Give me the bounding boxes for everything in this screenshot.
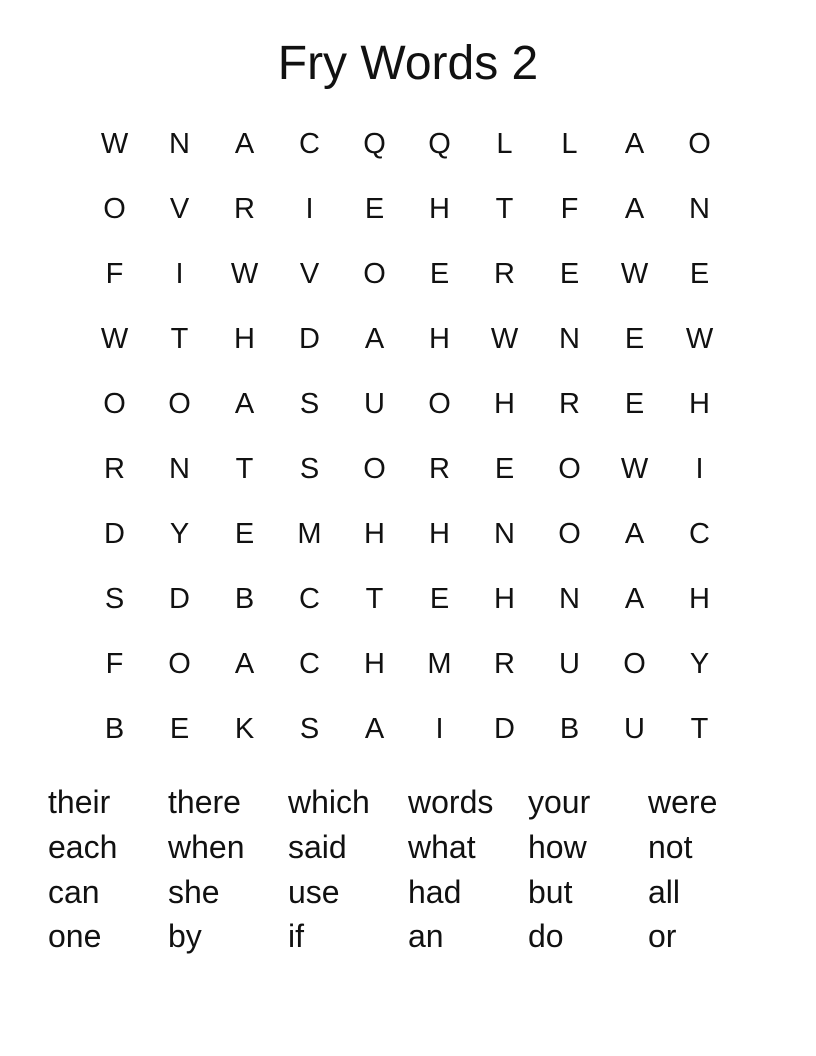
grid-row [82, 567, 732, 632]
grid-letter: H [689, 388, 710, 420]
word-list-item: when [168, 829, 245, 866]
grid-letter: R [234, 193, 255, 225]
grid-letter: C [299, 583, 320, 615]
grid-letter: Y [169, 518, 190, 550]
word-list-row [48, 869, 768, 914]
word-list-row [48, 780, 768, 825]
grid-letter: C [299, 128, 320, 160]
grid-letter: C [689, 518, 710, 550]
grid-letter: V [169, 193, 190, 225]
word-list [48, 780, 768, 959]
word-list-item: if [288, 918, 304, 955]
grid-letter: O [363, 258, 386, 290]
word-list-item: your [528, 784, 591, 821]
word-list-item: do [528, 918, 564, 955]
grid-letter: U [559, 648, 580, 680]
grid-letter: A [624, 193, 645, 225]
grid-row [82, 242, 732, 307]
letter-grid [82, 112, 732, 762]
grid-letter: C [299, 648, 320, 680]
grid-letter: K [234, 713, 255, 745]
word-list-item: can [48, 873, 100, 910]
grid-letter: H [364, 518, 385, 550]
grid-row [82, 632, 732, 697]
grid-letter: R [429, 453, 450, 485]
grid-letter: S [104, 583, 125, 615]
word-list-item: or [648, 918, 677, 955]
page-title: Fry Words 2 [277, 37, 539, 90]
word-list-item: words [408, 784, 494, 821]
grid-letter: D [104, 518, 125, 550]
grid-letter: A [234, 388, 255, 420]
grid-letter: I [435, 713, 444, 745]
grid-letter: O [168, 648, 191, 680]
grid-letter: T [365, 583, 384, 615]
grid-letter: E [494, 453, 515, 485]
grid-letter: E [234, 518, 255, 550]
grid-letter: F [560, 193, 579, 225]
word-list-item: but [528, 873, 573, 910]
grid-letter: U [624, 713, 645, 745]
grid-letter: W [230, 258, 259, 290]
word-list-item: use [288, 873, 340, 910]
grid-letter: O [428, 388, 451, 420]
grid-letter: E [364, 193, 385, 225]
grid-row [82, 307, 732, 372]
grid-letter: W [685, 323, 714, 355]
word-list-item: by [168, 918, 202, 955]
grid-letter: D [299, 323, 320, 355]
grid-letter: O [168, 388, 191, 420]
grid-letter: O [558, 453, 581, 485]
grid-letter: O [103, 193, 126, 225]
grid-letter: N [559, 323, 580, 355]
grid-letter: I [695, 453, 704, 485]
word-list-item: what [408, 829, 476, 866]
word-list-row [48, 825, 768, 870]
word-list-item: were [648, 784, 718, 821]
grid-letter: A [234, 128, 255, 160]
word-list-item: which [288, 784, 370, 821]
grid-letter: B [559, 713, 580, 745]
grid-letter: H [429, 193, 450, 225]
grid-letter: H [364, 648, 385, 680]
grid-row [82, 697, 732, 762]
grid-row [82, 502, 732, 567]
grid-letter: V [299, 258, 320, 290]
grid-letter: S [299, 388, 320, 420]
grid-letter: E [429, 258, 450, 290]
grid-letter: N [494, 518, 515, 550]
grid-row [82, 177, 732, 242]
word-list-item: she [168, 873, 220, 910]
grid-letter: A [624, 518, 645, 550]
grid-letter: R [494, 648, 515, 680]
grid-letter: B [234, 583, 255, 615]
word-list-row [48, 914, 768, 959]
grid-letter: R [494, 258, 515, 290]
grid-letter: E [624, 323, 645, 355]
grid-letter: T [495, 193, 514, 225]
grid-letter: O [558, 518, 581, 550]
grid-letter: S [299, 713, 320, 745]
grid-letter: E [429, 583, 450, 615]
grid-letter: N [559, 583, 580, 615]
grid-letter: H [234, 323, 255, 355]
grid-letter: A [364, 323, 385, 355]
word-list-item: there [168, 784, 241, 821]
grid-row [82, 112, 732, 177]
grid-letter: L [496, 128, 513, 160]
grid-letter: M [427, 648, 452, 680]
grid-letter: E [169, 713, 190, 745]
grid-letter: E [624, 388, 645, 420]
grid-letter: N [169, 453, 190, 485]
grid-letter: M [297, 518, 322, 550]
grid-letter: W [100, 323, 129, 355]
word-list-item: their [48, 784, 111, 821]
grid-letter: A [234, 648, 255, 680]
grid-letter: O [688, 128, 711, 160]
grid-row [82, 437, 732, 502]
grid-letter: O [103, 388, 126, 420]
grid-letter: H [429, 518, 450, 550]
grid-letter: Y [689, 648, 710, 680]
grid-letter: W [100, 128, 129, 160]
grid-letter: U [364, 388, 385, 420]
grid-letter: R [104, 453, 125, 485]
grid-letter: I [305, 193, 314, 225]
grid-letter: F [105, 258, 124, 290]
grid-letter: O [623, 648, 646, 680]
grid-letter: Q [363, 128, 386, 160]
grid-letter: D [494, 713, 515, 745]
word-list-item: one [48, 918, 102, 955]
word-list-item: each [48, 829, 118, 866]
grid-letter: Q [428, 128, 451, 160]
grid-letter: E [559, 258, 580, 290]
grid-letter: A [624, 128, 645, 160]
word-list-item: had [408, 873, 462, 910]
grid-letter: W [620, 453, 649, 485]
grid-row [82, 372, 732, 437]
grid-letter: N [689, 193, 710, 225]
word-list-item: all [648, 873, 681, 910]
grid-letter: B [104, 713, 125, 745]
grid-letter: H [494, 388, 515, 420]
grid-letter: I [175, 258, 184, 290]
grid-letter: H [494, 583, 515, 615]
grid-letter: A [364, 713, 385, 745]
grid-letter: T [170, 323, 189, 355]
grid-letter: H [429, 323, 450, 355]
grid-letter: N [169, 128, 190, 160]
grid-letter: H [689, 583, 710, 615]
grid-letter: D [169, 583, 190, 615]
grid-letter: R [559, 388, 580, 420]
grid-letter: F [105, 648, 124, 680]
word-list-item: how [528, 829, 587, 866]
grid-letter: T [690, 713, 709, 745]
grid-letter: W [490, 323, 519, 355]
grid-letter: W [620, 258, 649, 290]
word-list-item: an [408, 918, 444, 955]
grid-letter: S [299, 453, 320, 485]
grid-letter: T [235, 453, 254, 485]
grid-letter: A [624, 583, 645, 615]
grid-letter: O [363, 453, 386, 485]
grid-letter: E [689, 258, 710, 290]
word-list-item: said [288, 829, 347, 866]
grid-letter: L [561, 128, 578, 160]
word-list-item: not [648, 829, 693, 866]
